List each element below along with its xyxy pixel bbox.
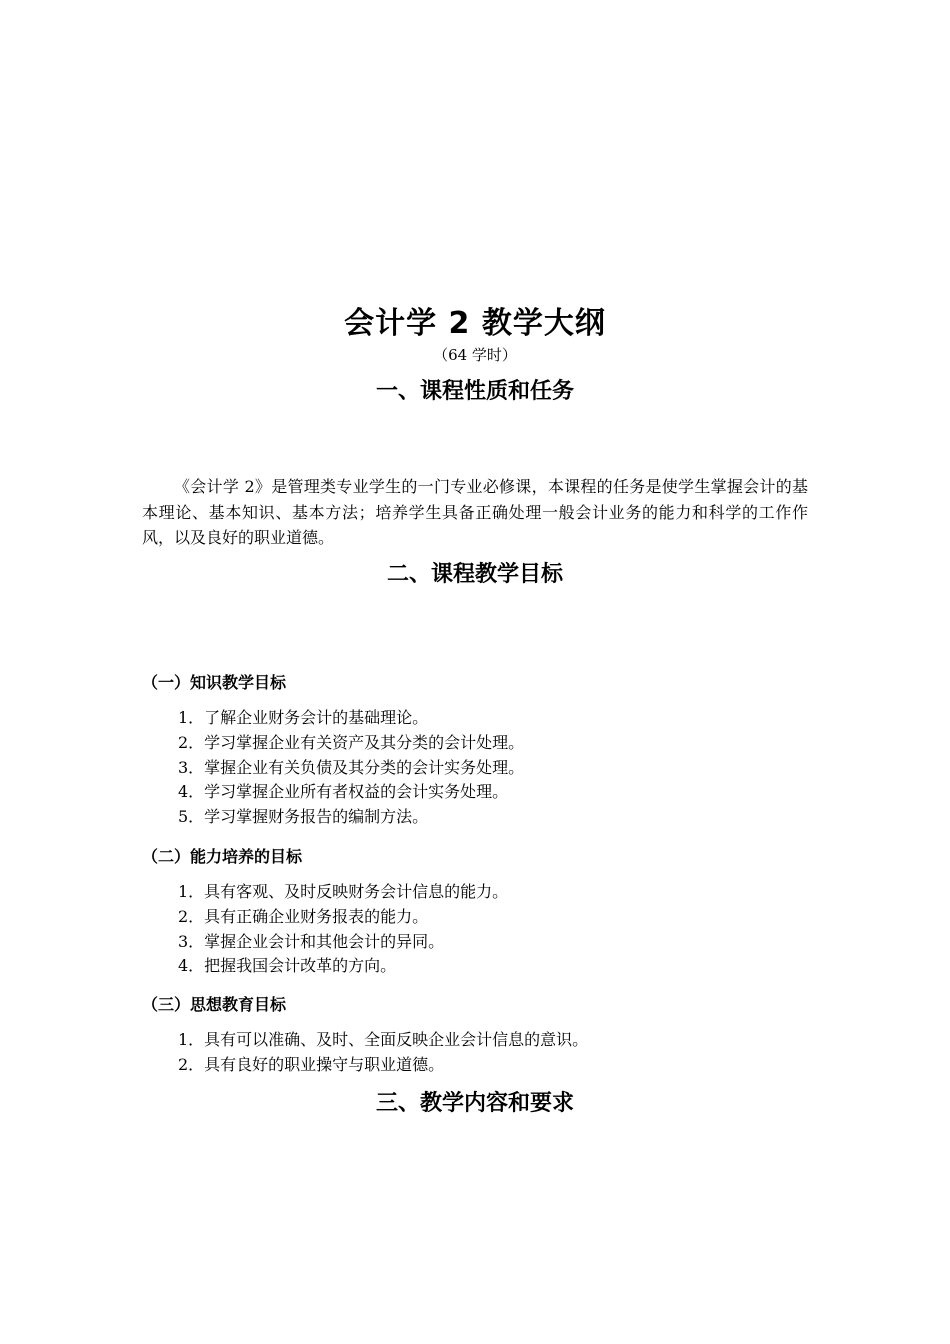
list-item: 1．具有可以准确、及时、全面反映企业会计信息的意识。 [178, 1030, 589, 1049]
document-subtitle: （64 学时） [433, 346, 517, 364]
knowledge-goals-list [178, 706, 524, 830]
document-title: 会计学 2 教学大纲 [344, 306, 606, 341]
section-heading-3: 三、教学内容和要求 [375, 1091, 574, 1116]
list-item: 3．掌握企业有关负债及其分类的会计实务处理。 [178, 757, 525, 777]
subsection-heading-ideology: （三）思想教育目标 [142, 995, 287, 1014]
section-heading-1: 一、课程性质和任务 [375, 379, 574, 404]
list-item: 4．学习掌握企业所有者权益的会计实务处理。 [178, 782, 509, 802]
list-item: 2．具有良好的职业操守与职业道德。 [178, 1054, 445, 1074]
list-item: 4．把握我国会计改革的方向。 [178, 956, 397, 976]
section-1-paragraph: 《会计学 2》是管理类专业学生的一门专业必修课，本课程的任务是使学生掌握会计的基本理论、基本知识、基本方法；培养学生具备正确处理一般会计业务的能力和科学的工作作风，以及良好的职业道德。 [142, 477, 808, 547]
ability-goals-list [178, 880, 508, 979]
list-item: 2．具有正确企业财务报表的能力。 [178, 906, 429, 926]
section-heading-2: 二、课程教学目标 [386, 562, 563, 587]
subsection-heading-ability: （二）能力培养的目标 [142, 847, 303, 866]
list-item: 5．学习掌握财务报告的编制方法。 [178, 807, 429, 827]
list-item: 1．具有客观、及时反映财务会计信息的能力。 [178, 882, 509, 901]
subsection-heading-knowledge: （一）知识教学目标 [142, 673, 287, 692]
list-item: 1．了解企业财务会计的基础理论。 [178, 708, 429, 727]
ideology-goals-list [178, 1028, 588, 1078]
list-item: 3．掌握企业会计和其他会计的异同。 [178, 931, 445, 951]
list-item: 2．学习掌握企业有关资产及其分类的会计处理。 [178, 732, 525, 752]
